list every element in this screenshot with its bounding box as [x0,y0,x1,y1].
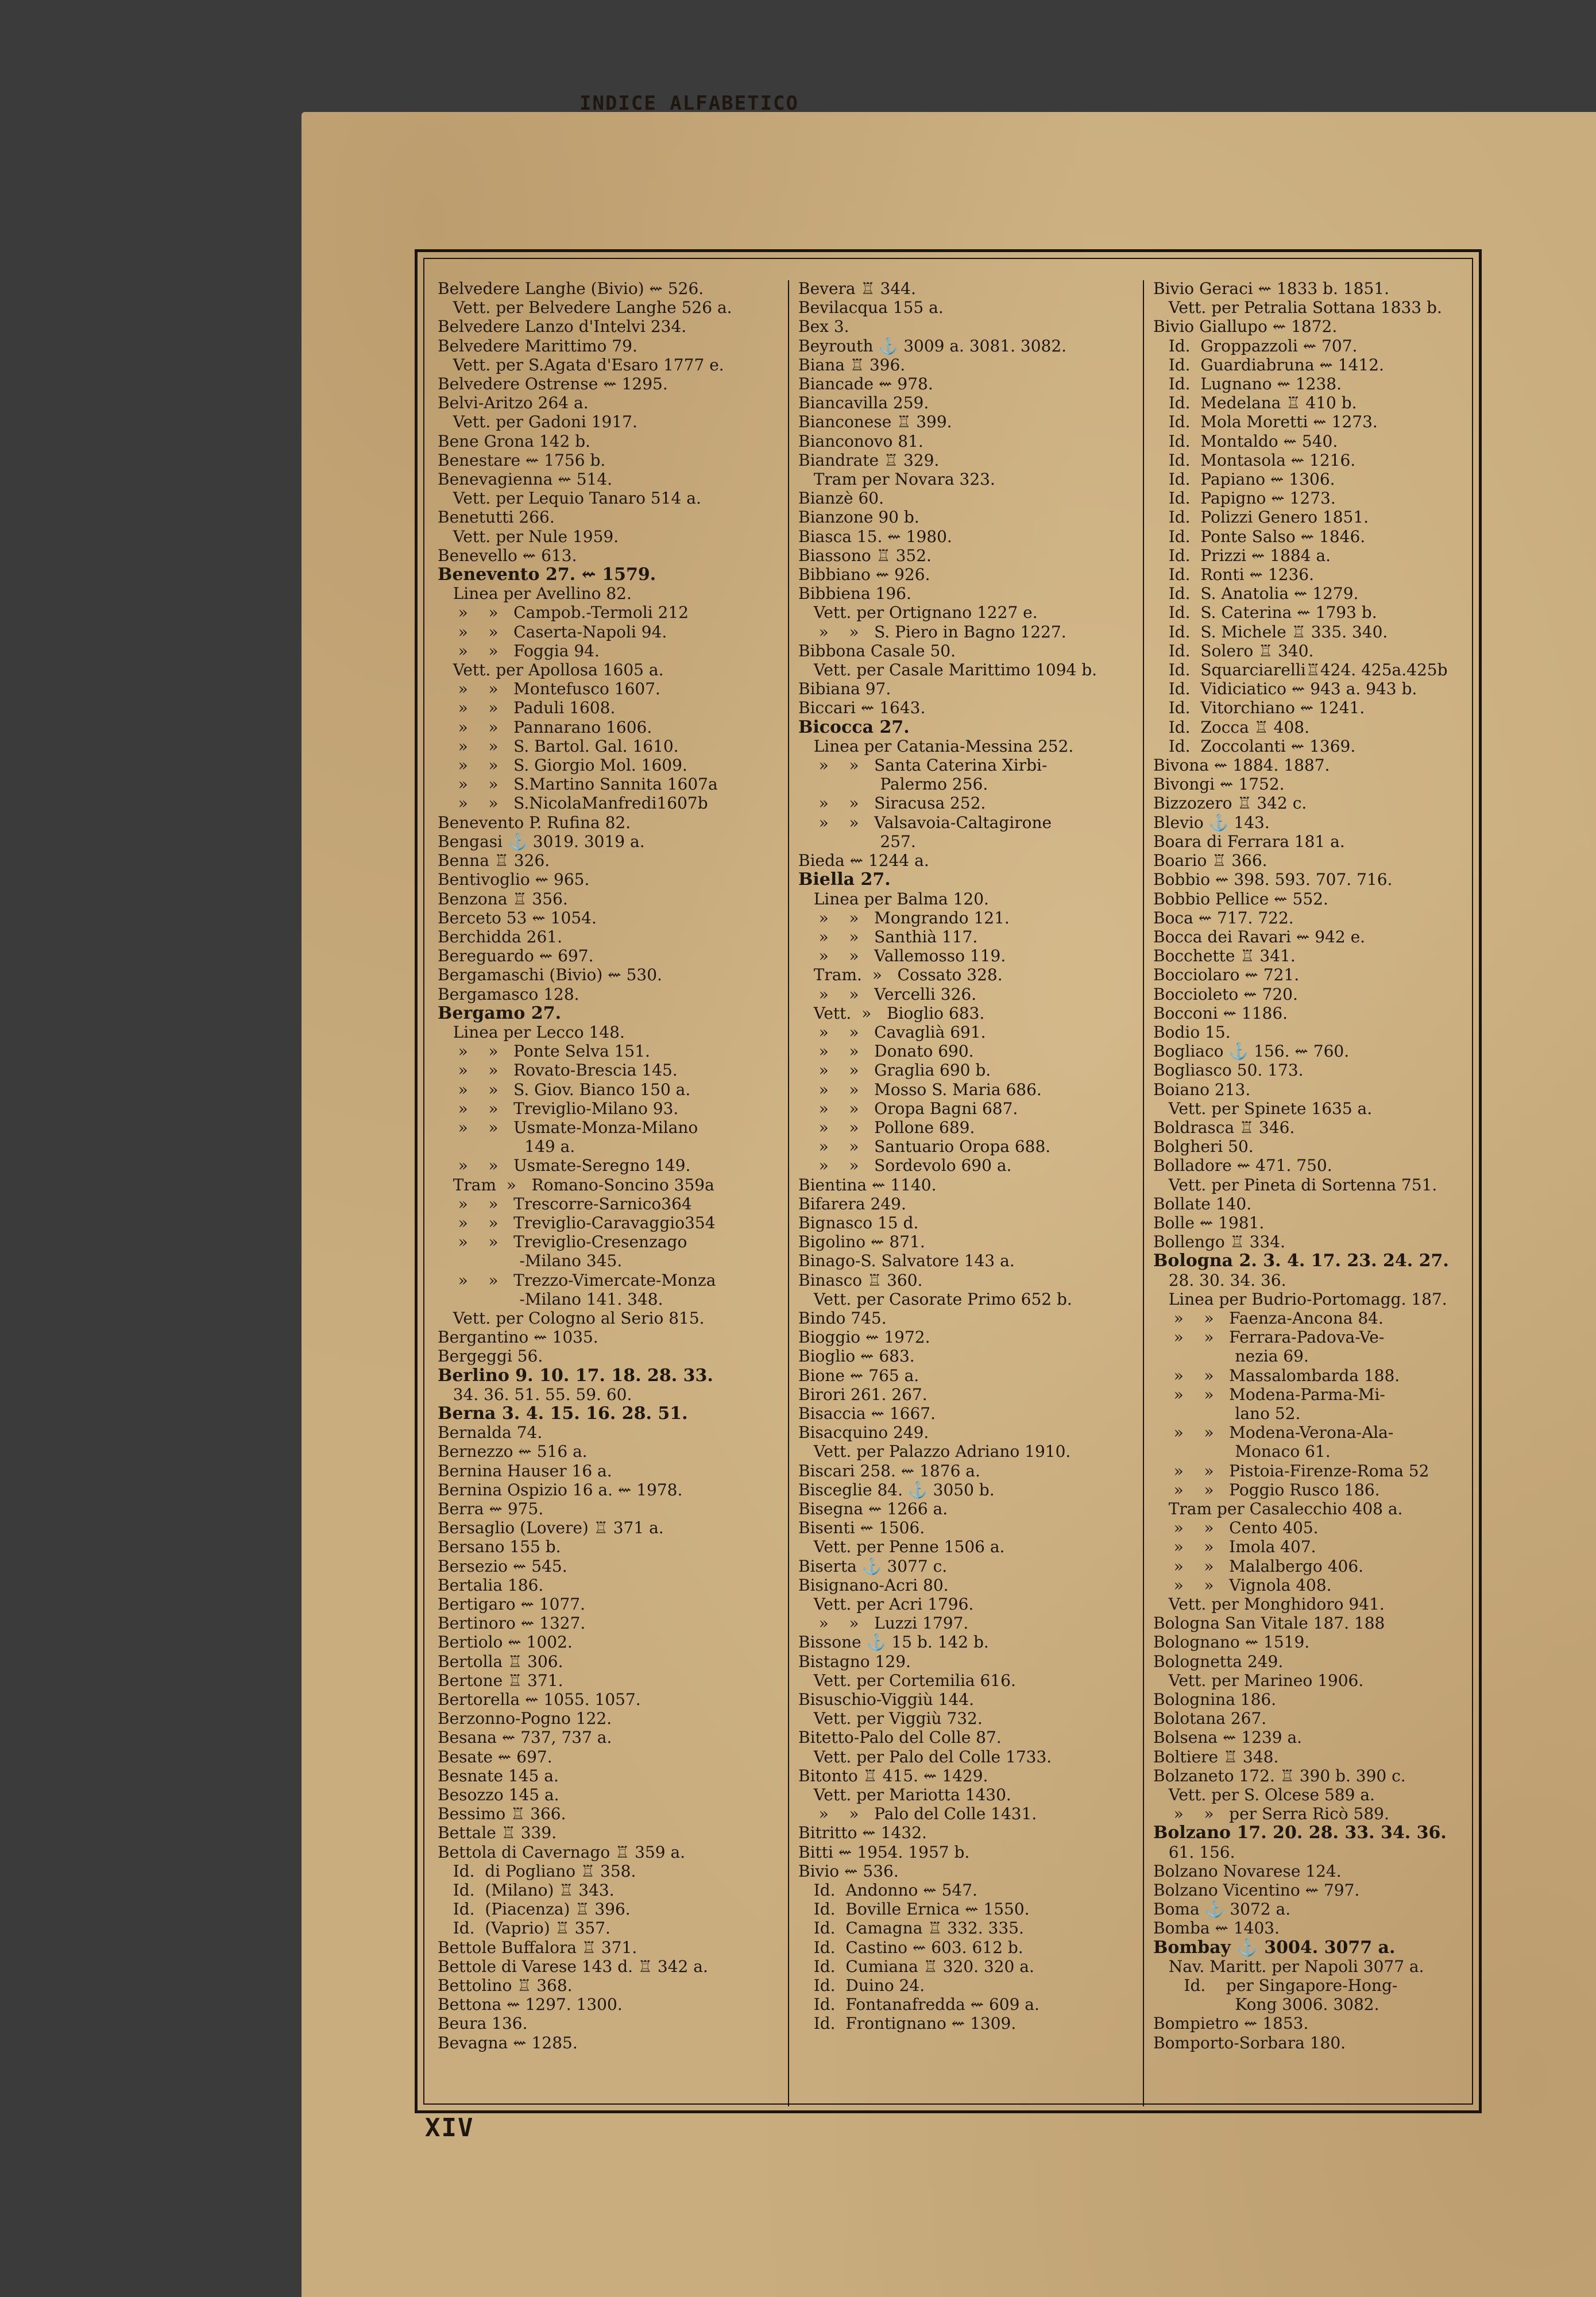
index-entry: Bogliasco 50. 173. [1153,1061,1304,1080]
index-entry: 34. 36. 51. 55. 59. 60. [438,1385,632,1404]
index-entry: Id. S. Michele ♖ 335. 340. [1153,622,1388,641]
index-entry: Bocconi ⇜ 1186. [1153,1003,1288,1023]
index-entry: » » Ferrara-Padova-Ve- [1153,1328,1385,1347]
index-entry: Id. di Pogliano ♖ 358. [438,1861,636,1881]
index-entry: Bologna San Vitale 187. 188 [1153,1614,1385,1633]
index-entry: Id. S. Anatolia ⇜ 1279. [1153,584,1359,604]
index-entry: » » Trezzo-Vimercate-Monza [438,1270,716,1290]
index-entry: Belvedere Langhe (Bivio) ⇜ 526. [438,279,704,298]
index-entry: Besate ⇜ 697. [438,1747,552,1766]
index-entry: Bibbiena 196. [798,584,911,604]
index-entry: » » S.NicolaManfredi1607b [438,794,708,813]
index-entry: » » Modena-Parma-Mi- [1153,1385,1385,1404]
index-entry: Bereguardo ⇜ 697. [438,946,594,966]
index-entry: Id. (Piacenza) ♖ 396. [438,1900,631,1919]
index-entry: Beura 136. [438,2014,528,2033]
index-entry: » » Montefusco 1607. [438,679,660,699]
index-entry: Benevento P. Rufina 82. [438,813,631,832]
index-entry: Birori 261. 267. [798,1385,928,1404]
index-entry: » » Oropa Bagni 687. [798,1099,1018,1118]
index-entry: Bernezzo ⇜ 516 a. [438,1442,588,1461]
index-entry: Bitti ⇜ 1954. 1957 b. [798,1842,970,1862]
index-entry: Blevio ⚓ 143. [1153,813,1270,832]
index-entry: Bolognina 186. [1153,1690,1277,1710]
index-entry: Biancavilla 259. [798,393,929,413]
index-entry: Bolzano Vicentino ⇜ 797. [1153,1881,1360,1900]
index-entry: Id. Polizzi Genero 1851. [1153,508,1369,527]
index-entry: » » Paduli 1608. [438,698,616,718]
index-entry: 61. 156. [1153,1842,1235,1862]
index-entry: Belvedere Marittimo 79. [438,336,637,355]
index-entry: Bivio ⇜ 536. [798,1861,899,1881]
index-entry: Bodio 15. [1153,1022,1231,1042]
index-entry: » » Vallemosso 119. [798,946,1006,966]
index-entry: Bergeggi 56. [438,1347,543,1366]
index-entry: » » Faenza-Ancona 84. [1153,1308,1384,1328]
index-entry: Bengasi ⚓ 3019. 3019 a. [438,832,645,851]
index-entry: Id. Papigno ⇜ 1273. [1153,489,1336,508]
index-entry: Vett. per Palazzo Adriano 1910. [798,1442,1071,1461]
index-entry: Vett. per Belvedere Langhe 526 a. [438,298,732,318]
index-entry: Bocchette ♖ 341. [1153,946,1296,966]
index-entry: Vett. per Cortemilia 616. [798,1670,1016,1690]
index-entry: Boldrasca ♖ 346. [1153,1117,1295,1137]
index-entry: 149 a. [438,1137,575,1157]
index-entry: Bernina Hauser 16 a. [438,1461,612,1480]
index-entry: Bolle ⇜ 1981. [1153,1213,1265,1232]
index-entry: Bignasco 15 d. [798,1213,919,1232]
index-entry: Bex 3. [798,317,849,337]
index-entry: Id. Zocca ♖ 408. [1153,717,1310,737]
index-entry: Binasco ♖ 360. [798,1270,923,1290]
index-entry: Belvedere Lanzo d'Intelvi 234. [438,317,687,337]
index-entry: Linea per Lecco 148. [438,1022,625,1042]
index-entry: Besnate 145 a. [438,1766,559,1785]
index-entry: Bertigaro ⇜ 1077. [438,1595,586,1614]
index-entry: Id. Medelana ♖ 410 b. [1153,393,1357,413]
index-entry: Bollengo ♖ 334. [1153,1232,1285,1252]
index-entry: Bisacquino 249. [798,1423,929,1443]
index-entry: Bergamaschi (Bivio) ⇜ 530. [438,965,662,985]
index-entry: Id. Cumiana ♖ 320. 320 a. [798,1956,1034,1976]
index-entry: 257. [798,832,916,851]
index-entry: Kong 3006. 3082. [1153,1995,1379,2014]
index-entry: » » Santuario Oropa 688. [798,1137,1051,1157]
index-entry: Bertalia 186. [438,1575,544,1595]
index-entry: Bianconovo 81. [798,431,923,451]
index-entry: Bolognetta 249. [1153,1652,1284,1671]
index-entry: Bibbiano ⇜ 926. [798,565,930,585]
index-entry: Bobbio Pellice ⇜ 552. [1153,889,1328,908]
index-entry: Id. Vidiciatico ⇜ 943 a. 943 b. [1153,679,1417,699]
index-entry: » » Usmate-Seregno 149. [438,1156,691,1175]
index-entry: Bernalda 74. [438,1423,543,1443]
index-entry: » » Mosso S. Maria 686. [798,1080,1042,1099]
index-entry: Linea per Catania-Messina 252. [798,736,1074,756]
index-entry: Bifarera 249. [798,1194,906,1213]
index-entry: Bevagna ⇜ 1285. [438,2033,578,2052]
page-title: INDICE ALFABETICO [579,92,799,115]
index-entry: Id. Zoccolanti ⇜ 1369. [1153,736,1356,756]
index-entry: Id. Ronti ⇜ 1236. [1153,565,1314,585]
index-entry: Bolladore ⇜ 471. 750. [1153,1156,1332,1175]
index-entry: Benevello ⇜ 613. [438,546,577,565]
index-entry: » » S.Martino Sannita 1607a [438,775,718,794]
index-entry: Bioglio ⇜ 683. [798,1347,915,1366]
index-entry: Bergamo 27. [438,1003,562,1023]
index-entry: Id. S. Caterina ⇜ 1793 b. [1153,603,1377,622]
index-entry: Bertolla ♖ 306. [438,1652,563,1671]
index-entry: Tram per Casalecchio 408 a. [1153,1499,1403,1518]
index-entry: » » Mongrando 121. [798,908,1010,927]
index-entry: Vett. » Bioglio 683. [798,1003,985,1023]
index-entry: Benevento 27. ⇜ 1579. [438,564,656,585]
index-entry: Biella 27. [798,869,891,890]
index-entry: Bettolino ♖ 368. [438,1976,573,1996]
index-entry: Id. Boville Ernica ⇜ 1550. [798,1900,1030,1919]
index-entry: » » Treviglio-Cresenzago [438,1232,687,1252]
index-entry: Bivongi ⇜ 1752. [1153,775,1285,794]
index-entry: Id. Andonno ⇜ 547. [798,1881,977,1900]
index-entry: Tram per Novara 323. [798,470,995,489]
index-entry: » » Santa Caterina Xirbi- [798,756,1048,775]
index-entry: Bevilacqua 155 a. [798,298,944,318]
index-entry: Bolotana 267. [1153,1709,1267,1728]
index-entry: » » S. Piero in Bagno 1227. [798,622,1066,641]
index-entry: » » Trescorre-Sarnico364 [438,1194,692,1213]
index-entry: Bersaglio (Lovere) ♖ 371 a. [438,1518,664,1538]
index-entry: » » Sordevolo 690 a. [798,1156,1012,1175]
index-entry: Bindo 745. [798,1308,887,1328]
index-entry: Benna ♖ 326. [438,851,550,871]
index-entry: » » Graglia 690 b. [798,1061,991,1080]
index-entry: Bogliaco ⚓ 156. ⇜ 760. [1153,1042,1350,1061]
index-entry: Id. (Vaprio) ♖ 357. [438,1919,610,1938]
index-entry: Biccari ⇜ 1643. [798,698,926,718]
index-entry: Benetutti 266. [438,508,555,527]
index-entry: Bieda ⇜ 1244 a. [798,851,929,871]
index-entry: » » Ponte Selva 151. [438,1042,650,1061]
index-entry: Boca ⇜ 717. 722. [1153,908,1294,927]
index-entry: lano 52. [1153,1403,1301,1423]
index-entry: Bisceglie 84. ⚓ 3050 b. [798,1480,995,1499]
index-entry: Bombay ⚓ 3004. 3077 a. [1153,1937,1396,1958]
index-entry: Boara di Ferrara 181 a. [1153,832,1345,851]
index-entry: Bitritto ⇜ 1432. [798,1823,927,1843]
index-entry: Id. Squarciarelli♖424. 425a.425b [1153,660,1448,680]
index-entry: » » Palo del Colle 1431. [798,1804,1037,1824]
index-entry: Vett. per Viggiù 732. [798,1709,983,1728]
index-entry: 28. 30. 34. 36. [1153,1270,1286,1290]
index-entry: Vett. per Gadoni 1917. [438,412,637,432]
index-entry: » » Foggia 94. [438,641,600,660]
index-entry: Bisaccia ⇜ 1667. [798,1403,936,1423]
index-entry: Bianzè 60. [798,489,884,508]
index-entry: Id. Guardiabruna ⇜ 1412. [1153,355,1384,374]
index-entry: Id. Groppazzoli ⇜ 707. [1153,336,1358,355]
index-entry: Berlino 9. 10. 17. 18. 28. 33. [438,1365,713,1386]
index-entry: Binago-S. Salvatore 143 a. [798,1251,1015,1271]
index-entry: Id. Frontignano ⇜ 1309. [798,2014,1017,2033]
index-entry: Vett. per Palo del Colle 1733. [798,1747,1052,1766]
index-entry: Bisignano-Acri 80. [798,1575,949,1595]
index-entry: Bessimo ♖ 366. [438,1804,566,1824]
index-entry: » » Massalombarda 188. [1153,1366,1400,1385]
index-entry: Vett. per Petralia Sottana 1833 b. [1153,298,1442,318]
index-entry: » » Treviglio-Milano 93. [438,1099,679,1118]
index-entry: » » Luzzi 1797. [798,1614,969,1633]
index-entry: » » per Serra Ricò 589. [1153,1804,1389,1824]
index-entry: Bibiana 97. [798,679,891,699]
index-entry: Bentivoglio ⇜ 965. [438,870,590,890]
index-entry: Biasca 15. ⇜ 1980. [798,527,952,546]
index-entry: Bertorella ⇜ 1055. 1057. [438,1690,641,1710]
index-entry: Bisuschio-Viggiù 144. [798,1690,975,1710]
index-entry: » » Campob.-Termoli 212 [438,603,689,622]
index-entry: Vett. per Acri 1796. [798,1595,974,1614]
index-entry: Boccioleto ⇜ 720. [1153,984,1298,1004]
index-entry: Bomba ⇜ 1403. [1153,1919,1280,1938]
index-entry: Bivona ⇜ 1884. 1887. [1153,756,1330,775]
index-entry: -Milano 141. 348. [438,1289,663,1309]
index-entry: Boario ♖ 366. [1153,851,1267,871]
index-entry: » » Rovato-Brescia 145. [438,1061,678,1080]
index-entry: Biassono ♖ 352. [798,546,932,565]
index-entry: Palermo 256. [798,775,988,794]
index-entry: Biserta ⚓ 3077 c. [798,1556,948,1576]
index-entry: Biancade ⇜ 978. [798,374,933,394]
index-entry: Id. Camagna ♖ 332. 335. [798,1919,1024,1938]
index-entry: Bianconese ♖ 399. [798,412,952,432]
index-entry: Bertiolo ⇜ 1002. [438,1633,573,1652]
index-entry: Bolzano 17. 20. 28. 33. 34. 36. [1153,1823,1447,1843]
index-entry: » » S. Bartol. Gal. 1610. [438,736,679,756]
index-entry: Vett. per Pineta di Sortenna 751. [1153,1175,1437,1194]
index-entry: » » Imola 407. [1153,1537,1316,1557]
index-entry: Bettale ♖ 339. [438,1823,557,1843]
index-entry: Bettole Buffalora ♖ 371. [438,1938,637,1957]
index-entry: » » Pannarano 1606. [438,717,652,737]
index-entry: Bitetto-Palo del Colle 87. [798,1728,1002,1747]
index-entry: Vett. per S. Olcese 589 a. [1153,1785,1375,1805]
index-entry: Bizzozero ♖ 342 c. [1153,794,1307,813]
index-entry: Bivio Giallupo ⇜ 1872. [1153,317,1338,337]
index-entry: » » Caserta-Napoli 94. [438,622,667,641]
index-entry: Bolzaneto 172. ♖ 390 b. 390 c. [1153,1766,1406,1785]
index-entry: Nav. Maritt. per Napoli 3077 a. [1153,1956,1424,1976]
index-entry: Vett. per Monghidoro 941. [1153,1595,1385,1614]
index-entry: Bergamasco 128. [438,984,579,1004]
index-entry: » » Vignola 408. [1153,1575,1332,1595]
index-entry: Id. Mola Moretti ⇜ 1273. [1153,412,1378,432]
index-entry: Besana ⇜ 737, 737 a. [438,1728,612,1747]
index-entry: Berceto 53 ⇜ 1054. [438,908,597,927]
index-entry: Belvedere Ostrense ⇜ 1295. [438,374,668,394]
index-entry: Linea per Avellino 82. [438,584,632,604]
index-entry: Vett. per Marineo 1906. [1153,1670,1364,1690]
index-entry: » » Pollone 689. [798,1117,975,1137]
index-entry: Boma ⚓ 3072 a. [1153,1900,1291,1919]
index-entry: Id. Vitorchiano ⇜ 1241. [1153,698,1365,718]
index-column-1 [438,279,788,2111]
index-entry: Id. Solero ♖ 340. [1153,641,1314,660]
index-entry: Id. Montasola ⇜ 1216. [1153,450,1356,470]
index-entry: » » Treviglio-Caravaggio354 [438,1213,716,1232]
index-entry: Bevera ♖ 344. [798,279,916,298]
index-entry: » » S. Giov. Bianco 150 a. [438,1080,691,1099]
index-column-2 [798,279,1149,2111]
index-entry: Linea per Budrio-Portomagg. 187. [1153,1289,1447,1309]
index-entry: Bibbona Casale 50. [798,641,956,660]
index-entry: Vett. per Apollosa 1605 a. [438,660,664,680]
index-entry: Bergantino ⇜ 1035. [438,1328,598,1347]
index-entry: » » Malalbergo 406. [1153,1556,1364,1576]
index-entry: Vett. per Penne 1506 a. [798,1537,1005,1557]
index-entry: » » Modena-Verona-Ala- [1153,1423,1394,1443]
index-entry: Tram. » Cossato 328. [798,965,1003,985]
index-entry: Bertinoro ⇜ 1327. [438,1614,586,1633]
index-entry: Bissone ⚓ 15 b. 142 b. [798,1633,989,1652]
index-entry: Bistagno 129. [798,1652,911,1671]
index-entry: Id. Papiano ⇜ 1306. [1153,470,1335,489]
index-entry: Vett. per Casorate Primo 652 b. [798,1289,1072,1309]
index-entry: » » Valsavoia-Caltagirone [798,813,1052,832]
index-entry: Berra ⇜ 975. [438,1499,544,1518]
index-entry: Vett. per Mariotta 1430. [798,1785,1011,1805]
index-entry: » » Vercelli 326. [798,984,977,1004]
index-entry: Bitonto ♖ 415. ⇜ 1429. [798,1766,988,1785]
index-entry: Biscari 258. ⇜ 1876 a. [798,1461,980,1480]
index-entry: Benzona ♖ 356. [438,889,568,908]
index-entry: -Milano 345. [438,1251,623,1271]
index-entry: Tram » Romano-Soncino 359a [438,1175,714,1194]
index-entry: Bolzano Novarese 124. [1153,1861,1342,1881]
index-entry: Besozzo 145 a. [438,1785,559,1805]
index-entry: Boltiere ♖ 348. [1153,1747,1279,1766]
index-entry: Id. Prizzi ⇜ 1884 a. [1153,546,1331,565]
index-entry: » » Cavaglià 691. [798,1022,986,1042]
index-entry: Vett. per Casale Marittimo 1094 b. [798,660,1098,680]
index-entry: Bersezio ⇜ 545. [438,1556,567,1576]
index-entry: Bollate 140. [1153,1194,1252,1213]
page-number: XIV [425,2113,474,2143]
index-entry: Bisenti ⇜ 1506. [798,1518,925,1538]
index-entry: Id. Fontanafredda ⇜ 609 a. [798,1995,1039,2014]
index-entry: Bioggio ⇜ 1972. [798,1328,930,1347]
index-entry: Bernina Ospizio 16 a. ⇜ 1978. [438,1480,683,1499]
index-entry: Id. Lugnano ⇜ 1238. [1153,374,1342,394]
index-entry: Id. Duino 24. [798,1976,925,1996]
index-entry: Vett. per S.Agata d'Esaro 1777 e. [438,355,724,374]
index-entry: Beyrouth ⚓ 3009 a. 3081. 3082. [798,336,1067,355]
index-entry: Bisegna ⇜ 1266 a. [798,1499,948,1518]
column-divider [788,280,789,2106]
index-entry: Belvi-Aritzo 264 a. [438,393,589,413]
index-entry: » » Siracusa 252. [798,794,986,813]
index-entry: » » Donato 690. [798,1042,974,1061]
index-entry: Berzonno-Pogno 122. [438,1709,612,1728]
index-entry: » » Pistoia-Firenze-Roma 52 [1153,1461,1429,1480]
index-entry: Bivio Geraci ⇜ 1833 b. 1851. [1153,279,1390,298]
index-entry: nezia 69. [1153,1347,1309,1366]
index-entry: Vett. per Nule 1959. [438,527,619,546]
index-entry: Benevagienna ⇜ 514. [438,470,613,489]
index-entry: Id. (Milano) ♖ 343. [438,1881,615,1900]
index-entry: Biandrate ♖ 329. [798,450,940,470]
index-entry: Linea per Balma 120. [798,889,989,908]
index-entry: Bettola di Cavernago ♖ 359 a. [438,1842,686,1862]
index-entry: Bersano 155 b. [438,1537,561,1557]
index-entry: Biana ♖ 396. [798,355,906,374]
index-entry: Vett. per Cologno al Serio 815. [438,1308,705,1328]
index-entry: Bobbio ⇜ 398. 593. 707. 716. [1153,870,1393,890]
index-entry: Vett. per Lequio Tanaro 514 a. [438,489,701,508]
index-entry: Id. Ponte Salso ⇜ 1846. [1153,527,1366,546]
index-entry: Vett. per Spinete 1635 a. [1153,1099,1373,1118]
index-entry: Bene Grona 142 b. [438,431,591,451]
index-entry: Bicocca 27. [798,717,910,737]
index-entry: Bione ⇜ 765 a. [798,1366,919,1385]
index-entry: Bientina ⇜ 1140. [798,1175,937,1194]
index-entry: Bocca dei Ravari ⇜ 942 e. [1153,927,1366,946]
index-entry: Bocciolaro ⇜ 721. [1153,965,1300,985]
index-entry: Bianzone 90 b. [798,508,919,527]
index-entry: Boiano 213. [1153,1080,1251,1099]
index-entry: Bompietro ⇜ 1853. [1153,2014,1309,2033]
index-entry: » » Santhià 117. [798,927,978,946]
index-entry: Monaco 61. [1153,1442,1331,1461]
index-entry: » » S. Giorgio Mol. 1609. [438,756,687,775]
index-entry: Bertone ♖ 371. [438,1670,563,1690]
index-entry: Benestare ⇜ 1756 b. [438,450,606,470]
index-entry: Id. Montaldo ⇜ 540. [1153,431,1338,451]
index-entry: Bigolino ⇜ 871. [798,1232,925,1252]
index-entry: » » Usmate-Monza-Milano [438,1117,698,1137]
index-entry: Bettole di Varese 143 d. ♖ 342 a. [438,1956,708,1976]
index-entry: Bolognano ⇜ 1519. [1153,1633,1310,1652]
index-entry: Bomporto-Sorbara 180. [1153,2033,1346,2052]
index-entry: » » Cento 405. [1153,1518,1319,1538]
index-entry: » » Poggio Rusco 186. [1153,1480,1380,1499]
index-entry: Id. Castino ⇜ 603. 612 b. [798,1938,1023,1957]
index-entry: Bettona ⇜ 1297. 1300. [438,1995,623,2014]
index-entry: Id. per Singapore-Hong- [1153,1976,1398,1996]
index-entry: Bologna 2. 3. 4. 17. 23. 24. 27. [1153,1251,1449,1271]
index-entry: Berna 3. 4. 15. 16. 28. 51. [438,1403,688,1424]
index-entry: Bolsena ⇜ 1239 a. [1153,1728,1303,1747]
index-entry: Vett. per Ortignano 1227 e. [798,603,1038,622]
index-column-3 [1153,279,1504,2111]
index-entry: Berchidda 261. [438,927,562,946]
index-entry: Bolgheri 50. [1153,1137,1254,1157]
